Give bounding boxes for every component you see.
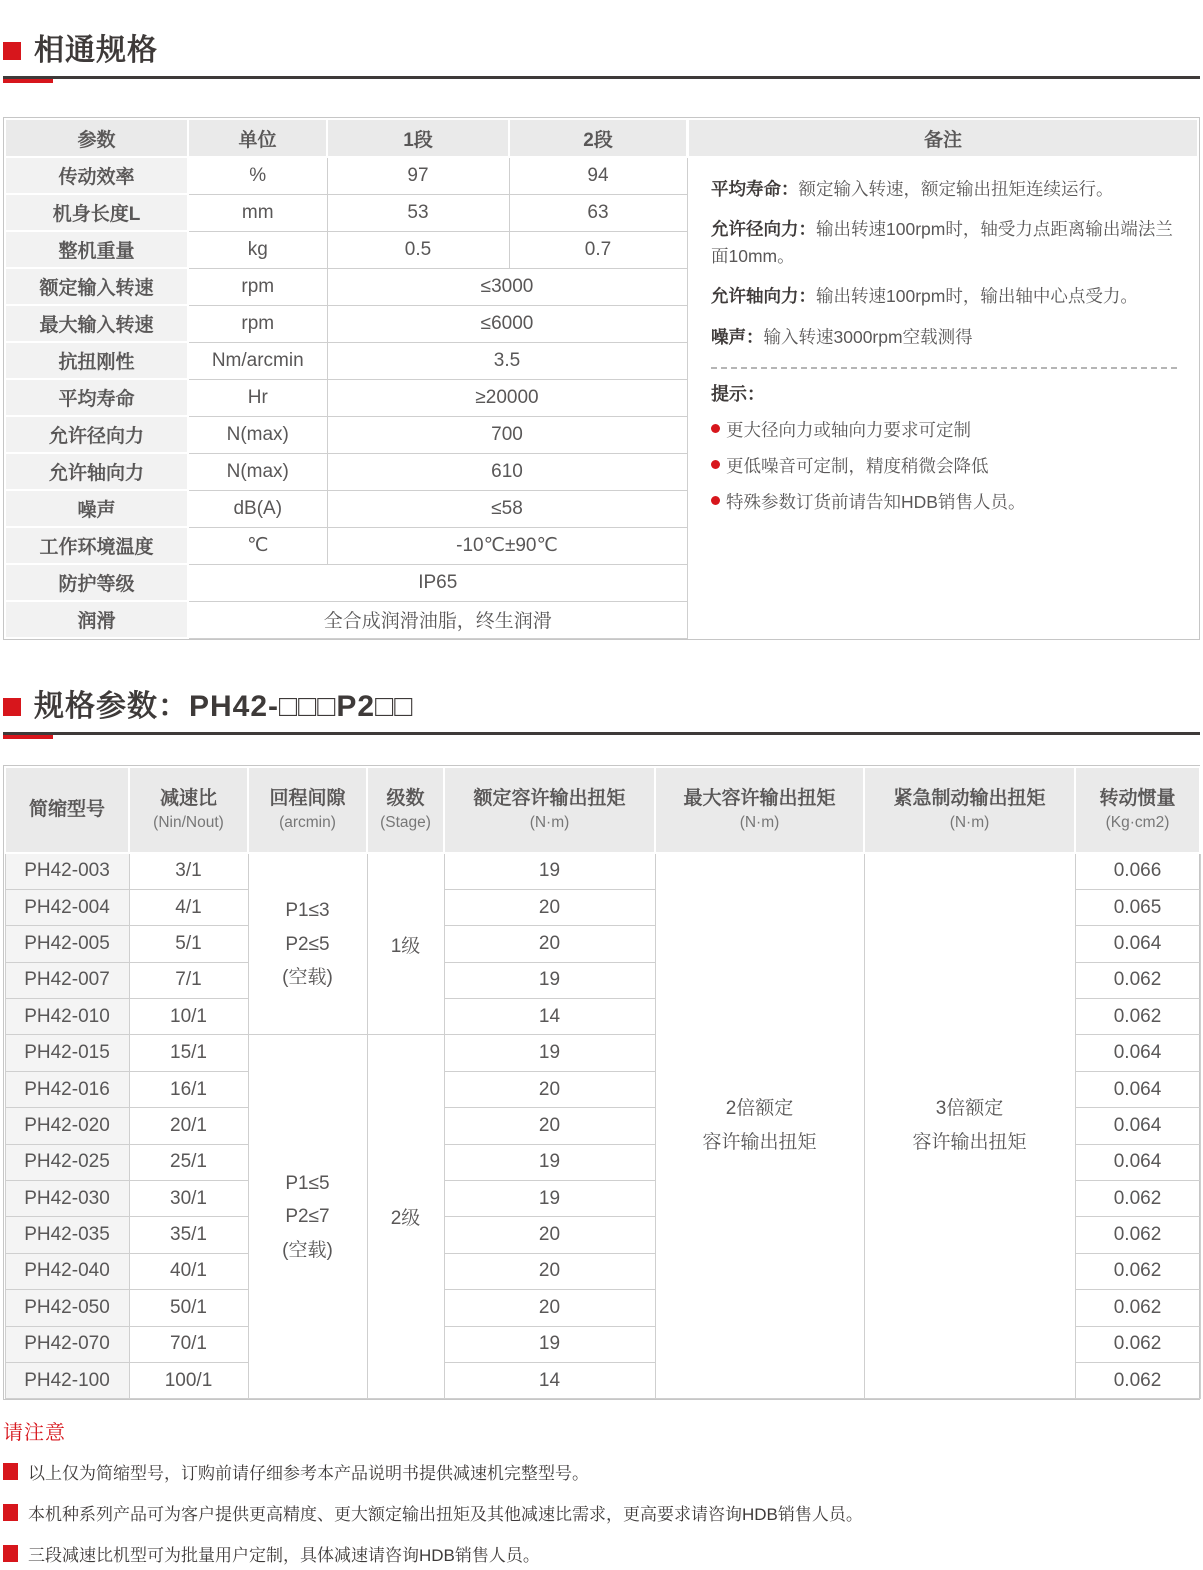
model-spec-header-row [5, 767, 1200, 853]
rated-torque-cell: 19 [444, 1035, 655, 1071]
header-ratio: 减速比 (Nin/Nout) [129, 767, 248, 853]
rated-torque-cell: 19 [444, 853, 655, 889]
notes-section [3, 1416, 1200, 1566]
parameter-label: 额定输入转速 [5, 268, 188, 305]
model-cell: PH42-050 [5, 1290, 129, 1326]
parameter-label: 机身长度L [5, 194, 188, 231]
notes-title: 请注意 [3, 1422, 66, 1445]
common-spec-tbody [5, 157, 687, 638]
note-text: 本机种系列产品可为客户提供更高精度、更大额定输出扭矩及其他减速比需求，更高要求请咨询HDB销售人员。 [28, 1505, 863, 1525]
ratio-cell: 25/1 [129, 1144, 248, 1180]
parameter-label: 整机重量 [5, 231, 188, 268]
datasheet-page [0, 30, 1203, 1566]
parameter-unit: rpm [188, 305, 327, 342]
backlash-cell [248, 853, 367, 1035]
parameter-label: 工作环境温度 [5, 527, 188, 564]
rated-torque-cell: 19 [444, 1144, 655, 1180]
ratio-cell: 35/1 [129, 1217, 248, 1253]
header-rated-torque: 额定容许输出扭矩 (N·m) [444, 767, 655, 853]
backlash-line: P1≤3 [285, 900, 330, 922]
inertia-cell: 0.064 [1075, 1108, 1200, 1144]
ratio-cell: 100/1 [129, 1362, 248, 1398]
parameter-unit: N(max) [188, 453, 327, 490]
max-torque-cell [655, 853, 864, 1399]
parameter-unit: kg [188, 231, 327, 268]
parameter-label: 防护等级 [5, 564, 188, 601]
parameter-unit: mm [188, 194, 327, 231]
ratio-cell: 30/1 [129, 1181, 248, 1217]
parameter-value: 610 [327, 453, 687, 490]
rated-torque-cell: 20 [444, 1253, 655, 1289]
backlash-cell [248, 1035, 367, 1399]
rated-torque-cell: 20 [444, 1071, 655, 1107]
model-cell: PH42-010 [5, 999, 129, 1035]
tip-text: 更大径向力或轴向力要求可定制 [726, 419, 971, 440]
red-square-bullet-icon [3, 1504, 18, 1521]
common-spec-area [3, 117, 1200, 640]
remarks-body [687, 158, 1199, 535]
dashed-divider [711, 367, 1177, 369]
header-max-torque: 最大容许输出扭矩 (N·m) [655, 767, 864, 853]
red-square-bullet-icon [3, 42, 21, 60]
model-cell: PH42-004 [5, 889, 129, 925]
brake-torque-line: 3倍额定 [935, 1097, 1004, 1119]
inertia-cell: 0.062 [1075, 1181, 1200, 1217]
header-backlash: 回程间隙 (arcmin) [248, 767, 367, 853]
common-spec-row [5, 490, 687, 527]
parameter-label: 允许轴向力 [5, 453, 188, 490]
backlash-line: (空载) [282, 1239, 333, 1261]
model-cell: PH42-030 [5, 1181, 129, 1217]
parameter-label: 润滑 [5, 601, 188, 638]
common-spec-row [5, 157, 687, 194]
ratio-cell: 50/1 [129, 1290, 248, 1326]
model-spec-tbody [5, 853, 1200, 1399]
remark-paragraph [711, 216, 1177, 270]
parameter-value-stage2: 63 [509, 194, 687, 231]
ratio-cell: 4/1 [129, 889, 248, 925]
tip-item [711, 417, 1177, 444]
backlash-line: P2≤5 [285, 933, 330, 955]
parameter-label: 噪声 [5, 490, 188, 527]
inertia-cell: 0.062 [1075, 1326, 1200, 1362]
model-cell: PH42-005 [5, 926, 129, 962]
rated-torque-cell: 19 [444, 1181, 655, 1217]
remark-text: 输出转速100rpm时，输出轴中心点受力。 [816, 286, 1138, 307]
header-stage1: 1段 [327, 119, 509, 157]
rated-torque-cell: 20 [444, 1290, 655, 1326]
remarks-header: 备注 [687, 118, 1199, 158]
note-item [3, 1541, 1200, 1566]
common-spec-row [5, 305, 687, 342]
rated-torque-cell: 20 [444, 926, 655, 962]
remark-text: 输入转速3000rpm空载测得 [763, 326, 973, 347]
common-spec-table-wrap [3, 117, 687, 640]
rated-torque-cell: 19 [444, 962, 655, 998]
brake-torque-cell [864, 853, 1075, 1399]
model-spec-row [5, 853, 1200, 889]
backlash-line: P2≤7 [285, 1206, 330, 1228]
inertia-cell: 0.062 [1075, 1253, 1200, 1289]
model-cell: PH42-016 [5, 1071, 129, 1107]
red-dot-icon [711, 496, 720, 505]
common-spec-header-row [5, 119, 687, 157]
stage-cell: 2级 [367, 1035, 444, 1399]
model-specs-title-code: PH42-□□□P2□□ [189, 690, 414, 723]
model-specs-title-prefix: 规格参数： [34, 690, 189, 723]
backlash-line: P1≤5 [285, 1173, 330, 1195]
parameter-label: 平均寿命 [5, 379, 188, 416]
max-torque-line: 2倍额定 [725, 1097, 794, 1119]
model-cell: PH42-007 [5, 962, 129, 998]
model-cell: PH42-040 [5, 1253, 129, 1289]
parameter-value: 全合成润滑油脂，终生润滑 [188, 601, 687, 638]
tip-text: 特殊参数订货前请告知HDB销售人员。 [726, 491, 1026, 512]
header-model: 简缩型号 [5, 767, 129, 853]
remark-label: 噪声： [711, 326, 764, 347]
section-title-common-specs [3, 30, 1200, 79]
remark-text: 输出转速100rpm时，轴受力点距离输出端法兰面10mm。 [711, 219, 1173, 267]
remarks-panel [687, 117, 1200, 640]
common-specs-title: 相通规格 [34, 34, 158, 67]
ratio-cell: 10/1 [129, 999, 248, 1035]
inertia-cell: 0.064 [1075, 1144, 1200, 1180]
remark-paragraph [711, 283, 1177, 310]
max-torque-line: 容许输出扭矩 [702, 1132, 817, 1154]
ratio-cell: 16/1 [129, 1071, 248, 1107]
remark-label: 允许径向力： [711, 219, 816, 240]
inertia-cell: 0.062 [1075, 999, 1200, 1035]
remark-text: 额定输入转速，额定输出扭矩连续运行。 [798, 179, 1114, 199]
parameter-unit: % [188, 157, 327, 194]
inertia-cell: 0.062 [1075, 962, 1200, 998]
tip-text: 更低噪音可定制，精度稍微会降低 [726, 455, 989, 476]
model-cell: PH42-035 [5, 1217, 129, 1253]
common-spec-row [5, 231, 687, 268]
rated-torque-cell: 19 [444, 1326, 655, 1362]
tip-item [711, 453, 1177, 480]
remark-paragraph [711, 324, 1177, 351]
parameter-value: 3.5 [327, 342, 687, 379]
inertia-cell: 0.062 [1075, 1290, 1200, 1326]
inertia-cell: 0.062 [1075, 1217, 1200, 1253]
model-cell: PH42-003 [5, 853, 129, 889]
parameter-label: 传动效率 [5, 157, 188, 194]
common-spec-row [5, 416, 687, 453]
tips-title: 提示： [711, 383, 765, 404]
red-dot-icon [711, 424, 720, 433]
model-cell: PH42-025 [5, 1144, 129, 1180]
note-item [3, 1459, 1200, 1484]
remark-label: 允许轴向力： [711, 286, 816, 307]
note-text: 以上仅为简缩型号，订购前请仔细参考本产品说明书提供减速机完整型号。 [28, 1464, 589, 1484]
red-dot-icon [711, 460, 720, 469]
inertia-cell: 0.066 [1075, 853, 1200, 889]
parameter-value-stage1: 53 [327, 194, 509, 231]
parameter-unit: Hr [188, 379, 327, 416]
parameter-value-stage2: 94 [509, 157, 687, 194]
remark-paragraph [711, 176, 1177, 203]
ratio-cell: 3/1 [129, 853, 248, 889]
common-spec-row [5, 379, 687, 416]
ratio-cell: 70/1 [129, 1326, 248, 1362]
red-square-bullet-icon [3, 698, 21, 716]
rated-torque-cell: 20 [444, 889, 655, 925]
header-stage: 级数 (Stage) [367, 767, 444, 853]
brake-torque-line: 容许输出扭矩 [912, 1132, 1027, 1154]
common-spec-row [5, 527, 687, 564]
header-stage2: 2段 [509, 119, 687, 157]
inertia-cell: 0.064 [1075, 1071, 1200, 1107]
common-spec-row [5, 453, 687, 490]
common-spec-row [5, 601, 687, 638]
ratio-cell: 20/1 [129, 1108, 248, 1144]
parameter-value-stage1: 97 [327, 157, 509, 194]
parameter-unit: rpm [188, 268, 327, 305]
model-spec-table [4, 766, 1201, 1399]
model-cell: PH42-070 [5, 1326, 129, 1362]
remark-label: 平均寿命： [711, 179, 799, 199]
note-text: 三段减速比机型可为批量用户定制，具体减速请咨询HDB销售人员。 [28, 1546, 540, 1566]
stage-cell: 1级 [367, 853, 444, 1035]
common-spec-row [5, 268, 687, 305]
model-specs-title [34, 690, 413, 723]
common-spec-row [5, 342, 687, 379]
ratio-cell: 7/1 [129, 962, 248, 998]
parameter-label: 最大输入转速 [5, 305, 188, 342]
parameter-value: ≤3000 [327, 268, 687, 305]
rated-torque-cell: 14 [444, 1362, 655, 1398]
parameter-unit: ℃ [188, 527, 327, 564]
parameter-unit: dB(A) [188, 490, 327, 527]
header-parameter: 参数 [5, 119, 188, 157]
parameter-label: 允许径向力 [5, 416, 188, 453]
parameter-value-stage1: 0.5 [327, 231, 509, 268]
parameter-value: -10℃±90℃ [327, 527, 687, 564]
inertia-cell: 0.064 [1075, 926, 1200, 962]
rated-torque-cell: 20 [444, 1217, 655, 1253]
backlash-line: (空载) [282, 966, 333, 988]
common-spec-table [4, 118, 688, 639]
inertia-cell: 0.064 [1075, 1035, 1200, 1071]
parameter-value-stage2: 0.7 [509, 231, 687, 268]
header-brake-torque: 紧急制动输出扭矩 (N·m) [864, 767, 1075, 853]
ratio-cell: 40/1 [129, 1253, 248, 1289]
model-cell: PH42-015 [5, 1035, 129, 1071]
parameter-value: 700 [327, 416, 687, 453]
model-cell: PH42-100 [5, 1362, 129, 1398]
note-item [3, 1500, 1200, 1525]
parameter-value: ≤6000 [327, 305, 687, 342]
header-inertia: 转动惯量 (Kg·cm2) [1075, 767, 1200, 853]
inertia-cell: 0.065 [1075, 889, 1200, 925]
ratio-cell: 15/1 [129, 1035, 248, 1071]
parameter-value: ≥20000 [327, 379, 687, 416]
common-spec-row [5, 194, 687, 231]
rated-torque-cell: 14 [444, 999, 655, 1035]
inertia-cell: 0.062 [1075, 1362, 1200, 1398]
red-square-bullet-icon [3, 1463, 18, 1480]
model-spec-table-wrap [3, 765, 1200, 1400]
tip-item [711, 489, 1177, 516]
parameter-value: IP65 [188, 564, 687, 601]
parameter-label: 抗扭刚性 [5, 342, 188, 379]
ratio-cell: 5/1 [129, 926, 248, 962]
parameter-value: ≤58 [327, 490, 687, 527]
rated-torque-cell: 20 [444, 1108, 655, 1144]
common-spec-row [5, 564, 687, 601]
parameter-unit: N(max) [188, 416, 327, 453]
header-unit: 单位 [188, 119, 327, 157]
red-square-bullet-icon [3, 1545, 18, 1562]
parameter-unit: Nm/arcmin [188, 342, 327, 379]
model-cell: PH42-020 [5, 1108, 129, 1144]
section-title-model-specs [3, 686, 1200, 735]
